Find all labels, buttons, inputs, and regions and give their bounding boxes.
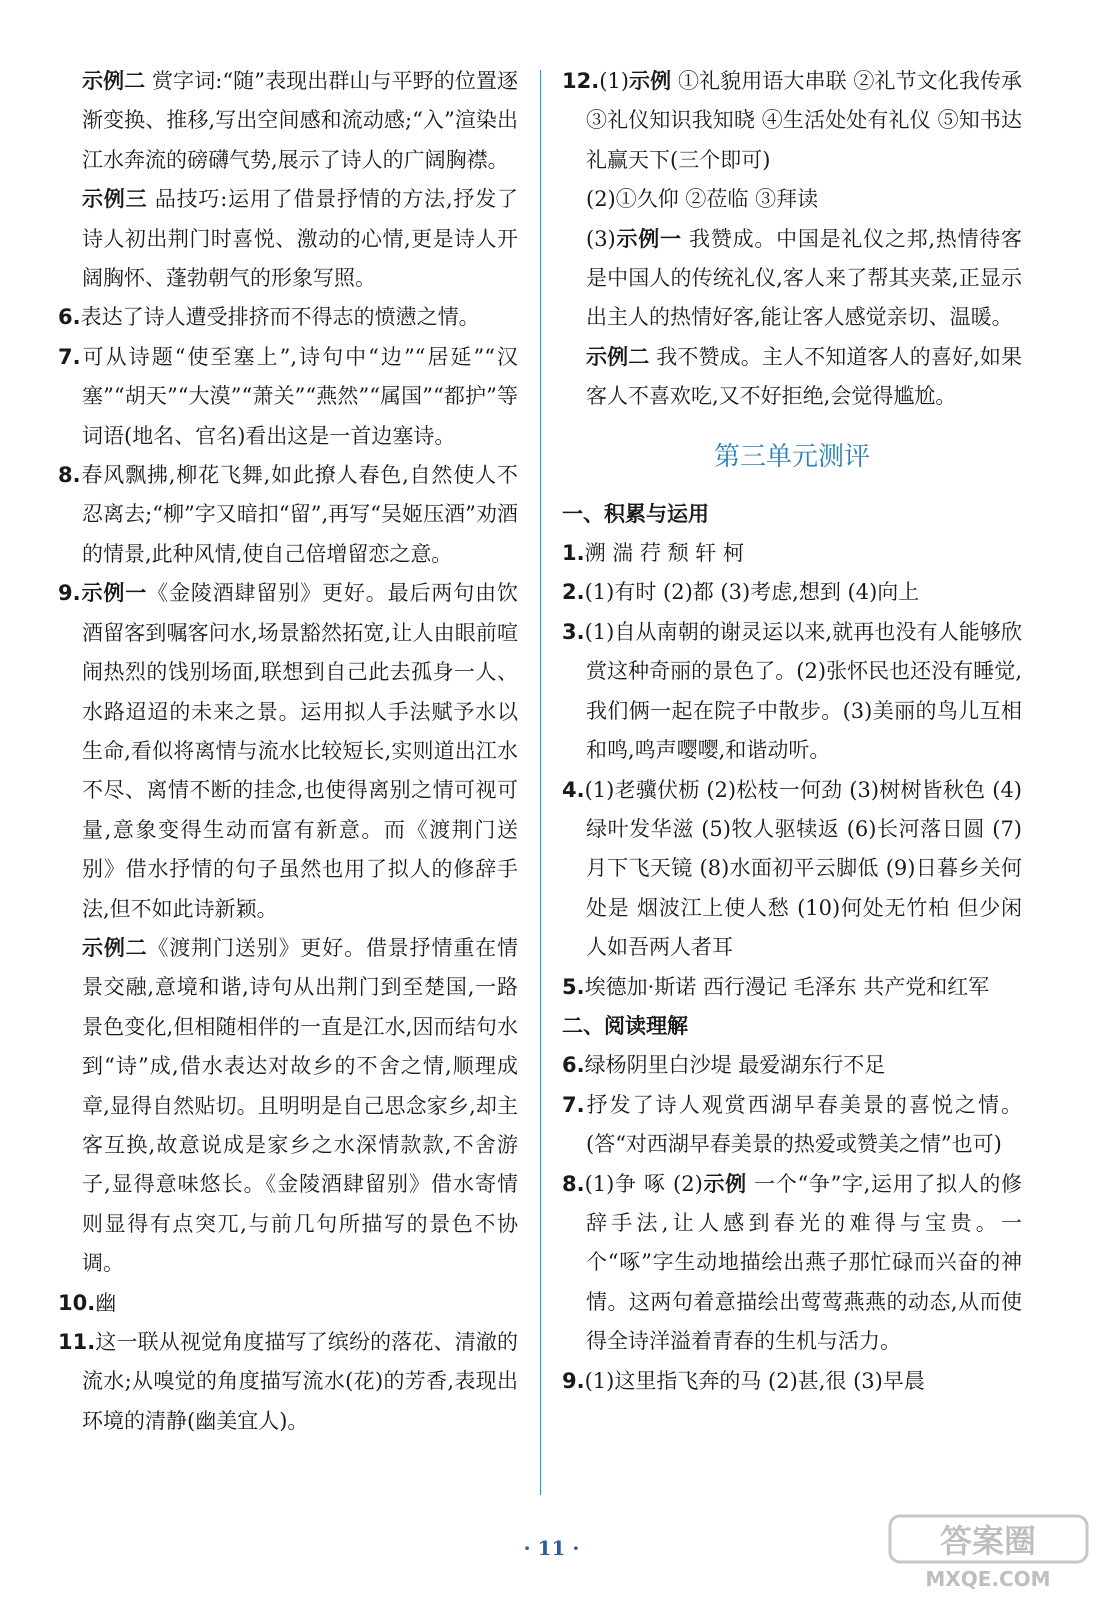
text-run: 春风飘拂,柳花飞舞,如此撩人春色,自然使人不忍离去;“柳”字又暗扣“留”,再写“吴姬压酒”劝酒的情景,此种风情,使自己倍增留恋之意。	[80, 463, 518, 566]
text-run: (1)老骥伏枥 (2)松枝一何劲 (3)树树皆秋色 (4)绿叶发华滋 (5)牧人驱犊返 (6)长河落日圆 (7)月下飞天镜 (8)水面初平云脚低 (9)日暮乡关何处是 烟波江上使人愁 (10)何处无竹柏 但少闲人如吾两人者耳	[584, 777, 1022, 960]
text-run: (3)	[586, 226, 616, 251]
text-run: 9.	[58, 581, 81, 606]
answer-item-6	[58, 298, 518, 337]
text-run: 绿杨阴里白沙堤 最爱湖东行不足	[584, 1053, 886, 1078]
answer-item-5	[562, 968, 1022, 1007]
answer-item-9	[562, 1362, 1022, 1401]
answer-paragraph	[58, 180, 518, 298]
text-run: 溯 湍 荇 颓 轩 柯	[584, 541, 744, 566]
text-run: 示例	[702, 1171, 747, 1196]
text-run: 7.	[562, 1092, 585, 1117]
answer-item-7	[58, 338, 518, 456]
text-run: 2.	[562, 580, 585, 605]
text-run: 可从诗题“使至塞上”,诗句中“边”“居延”“汉塞”“胡天”“大漠”“萧关”“燕然”“属国”“都护”等词语(地名、官名)看出这是一首边塞诗。	[80, 344, 518, 448]
unit-title: 第三单元测评	[713, 441, 870, 472]
text-run: 《渡荆门送别》更好。借景抒情重在情景交融,意境和谐,诗句从出荆门到至楚国,一路景色变化,但相随相伴的一直是江水,因而结句水到“诗”成,借水表达对故乡的不舍之情,顺理成章,显得自然贴切。且明明是自己思念家乡,却主客互换,故意说成是家乡之水深情款款,不舍游子,显得意味悠长。《金陵酒肆留别》借水寄情则显得有点突兀,与前几句所描写的景色不协调。	[82, 935, 519, 1276]
text-run: 示例二	[586, 344, 650, 369]
text-run: 6.	[58, 305, 81, 330]
left-column	[58, 62, 518, 1441]
text-run: 7.	[58, 344, 81, 369]
text-run: 3.	[562, 619, 585, 644]
page-number: · 11 ·	[523, 1536, 580, 1560]
text-run: 8.	[562, 1171, 585, 1196]
watermark-logo	[886, 1512, 1091, 1592]
text-run: 11.	[58, 1330, 96, 1354]
answer-paragraph	[58, 929, 518, 1284]
answer-item-10	[58, 1284, 518, 1323]
text-run: 示例一	[615, 226, 682, 251]
text-run: 9.	[562, 1368, 585, 1393]
text-run: 赏字词:“随”表现出群山与平野的位置逐渐变换、推移,写出空间感和流动感;“入”渲染出江水奔流的磅礴气势,展示了诗人的广阔胸襟。	[82, 69, 518, 172]
answer-item-1	[562, 534, 1022, 573]
text-run: 我不赞成。主人不知道客人的喜好,如果客人不喜欢吃,又不好拒绝,会觉得尴尬。	[586, 344, 1023, 409]
answer-item-11	[58, 1323, 518, 1441]
answer-item-3	[562, 613, 1022, 771]
text-run: (1)这里指飞奔的马 (2)甚,很 (3)早晨	[584, 1368, 925, 1393]
answer-item-8	[562, 1165, 1022, 1362]
text-run: (1)争 啄 (2)	[584, 1171, 703, 1196]
text-run: 抒发了诗人观赏西湖早春美景的喜悦之情。(答“对西湖早春美景的热爱或赞美之情”也可)	[584, 1092, 1022, 1157]
text-run: 5.	[562, 974, 585, 999]
answer-item-12	[562, 62, 1022, 180]
text-run: 《金陵酒肆留别》更好。最后两句由饮酒留客到嘱客问水,场景豁然拓宽,让人由眼前喧闹热烈的饯别场面,联想到自己此去孤身一人、水路迢迢的未来之景。运用拟人手法赋予水以生命,看似将离情与流水比较短长,实则道出江水不尽、离情不断的挂念,也使得离别之情可视可量,意象变得生动而富有新意。而《渡荆门送别》借水抒情的句子虽然也用了拟人的修辞手法,但不如此诗新颖。	[82, 581, 519, 921]
text-run: 示例一	[80, 581, 148, 606]
section-heading: 二、阅读理解	[562, 1013, 688, 1038]
text-run: (2)①久仰 ②莅临 ③拜读	[586, 187, 819, 212]
answer-item-2	[562, 573, 1022, 612]
text-run: 6.	[562, 1053, 585, 1078]
text-run: 示例二	[82, 935, 148, 960]
text-run: 表达了诗人遭受排挤而不得志的愤懑之情。	[80, 305, 480, 330]
column-divider	[540, 70, 541, 1495]
answer-item-7	[562, 1086, 1022, 1165]
text-run: ①礼貌用语大串联 ②礼节文化我传承 ③礼仪知识我知晓 ④生活处处有礼仪 ⑤知书达礼赢天下(三个即可)	[586, 69, 1023, 172]
answer-paragraph	[562, 180, 1022, 219]
answer-item-6	[562, 1046, 1022, 1085]
text-run: 我赞成。中国是礼仪之邦,热情待客是中国人的传统礼仪,客人来了帮其夹菜,正显示出主人的热情好客,能让客人感觉亲切、温暖。	[586, 226, 1022, 330]
text-run: 12.	[562, 69, 600, 93]
answer-item-8	[58, 456, 518, 574]
answer-item-4	[562, 771, 1022, 968]
watermark-bottom: MXQE.COM	[925, 1567, 1051, 1591]
text-run: 1.	[562, 541, 585, 566]
section-heading: 一、积累与运用	[562, 501, 709, 526]
text-run: 4.	[562, 777, 585, 802]
text-run: (1)有时 (2)都 (3)考虑,想到 (4)向上	[584, 580, 920, 605]
text-run: 埃德加·斯诺 西行漫记 毛泽东 共产党和红军	[584, 974, 990, 999]
answer-paragraph	[562, 220, 1022, 338]
answer-paragraph	[58, 62, 518, 180]
text-run: 示例二	[82, 69, 146, 93]
watermark-top: 答案圈	[939, 1522, 1037, 1560]
text-run: 品技巧:运用了借景抒情的方法,抒发了诗人初出荆门时喜悦、激动的心情,更是诗人开阔胸怀、蓬勃朝气的形象写照。	[82, 187, 518, 291]
text-run: 示例	[628, 69, 672, 93]
text-run: 一个“争”字,运用了拟人的修辞手法,让人感到春光的难得与宝贵。一个“啄”字生动地描绘出燕子那忙碌而兴奋的神情。这两句着意描绘出莺莺燕燕的动态,从而使得全诗洋溢着青春的生机与活力。	[586, 1171, 1023, 1354]
answer-paragraph	[562, 338, 1022, 417]
text-run: (1)自从南朝的谢灵运以来,就再也没有人能够欣赏这种奇丽的景色了。(2)张怀民也还没有睡觉,我们俩一起在院子中散步。(3)美丽的鸟儿互相和鸣,鸣声嘤嘤,和谐动听。	[584, 619, 1022, 763]
text-run: 10.	[58, 1290, 96, 1315]
text-run: 这一联从视觉角度描写了缤纷的落花、清澈的流水;从嗅觉的角度描写流水(花)的芳香,表现出环境的清静(幽美宜人)。	[82, 1330, 518, 1433]
text-run: (1)	[599, 69, 629, 93]
answer-item-9	[58, 574, 518, 929]
text-run: 示例三	[82, 187, 148, 212]
text-run: 幽	[95, 1290, 117, 1315]
text-run: 8.	[58, 463, 81, 488]
right-column	[562, 62, 1022, 1401]
